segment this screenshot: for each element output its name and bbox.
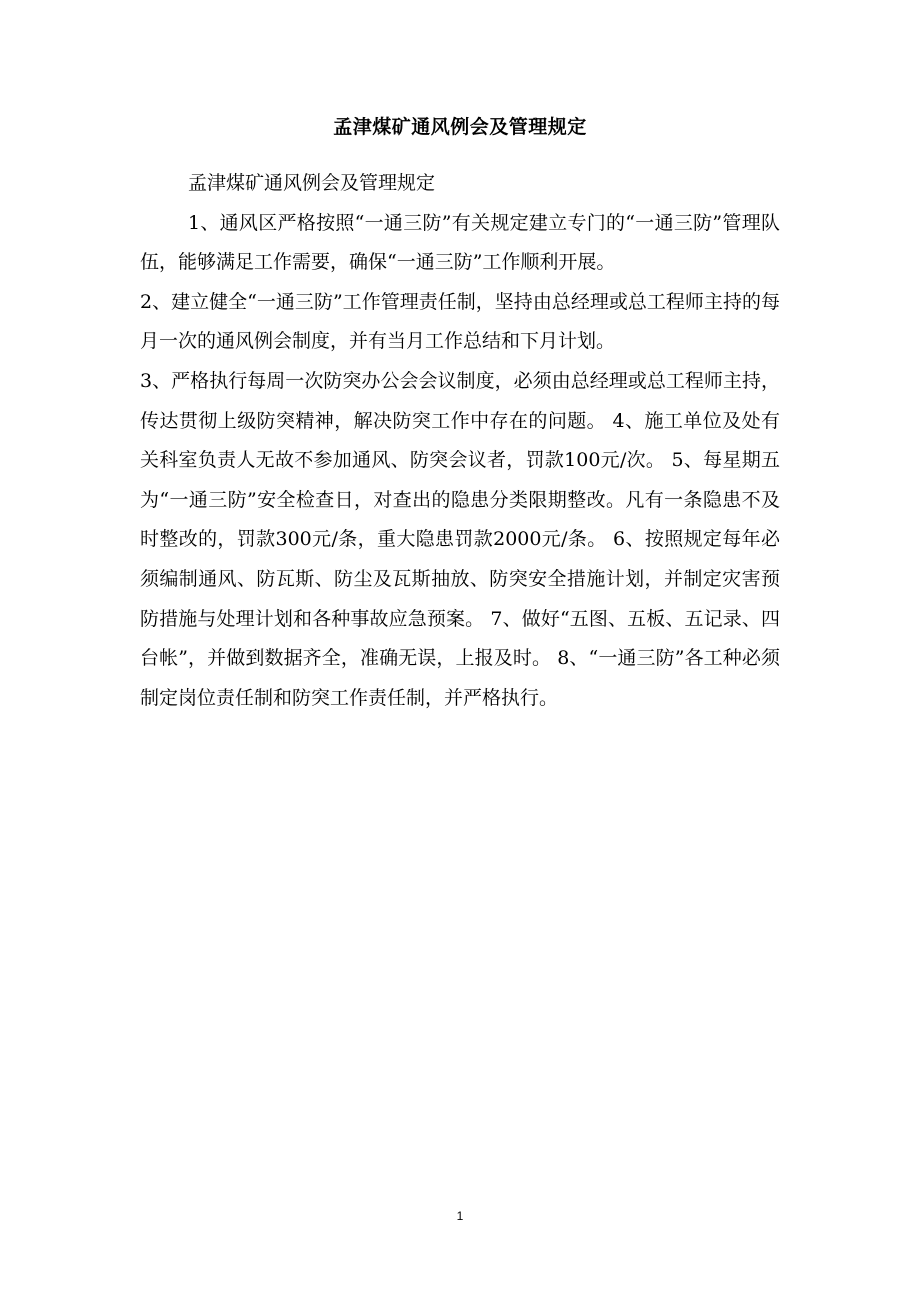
paragraph-1: 1、通风区严格按照“一通三防”有关规定建立专门的“一通三防”管理队伍，能够满足工作需要，确保“一通三防”工作顺利开展。: [140, 211, 780, 274]
paragraph-2: 2、建立健全“一通三防”工作管理责任制，坚持由总经理或总工程师主持的每月一次的通风例会制度，并有当月工作总结和下月计划。: [140, 290, 780, 353]
document-body: [140, 164, 780, 718]
document-subtitle: 孟津煤矿通风例会及管理规定: [188, 172, 436, 194]
paragraph-3: 3、严格执行每周一次防突办公会会议制度，必须由总经理或总工程师主持，传达贯彻上级防突精神，解决防突工作中存在的问题。 4、施工单位及处有关科室负责人无故不参加通风、防突会议者，罚款100元/次。 5、每星期五为“一通三防”安全检查日，对查出的隐患分类限期整改。凡有一条隐患不及时整改的，罚款300元/条，重大隐患罚款2000元/条。 6、按照规定每年必须编制通风、防瓦斯、防尘及瓦斯抽放、防突安全措施计划，并制定灾害预防措施与处理计划和各种事故应急预案。 7、做好“五图、五板、五记录、四台帐”，并做到数据齐全，准确无误，上报及时。 8、“一通三防”各工种必须制定岗位责任制和防突工作责任制，并严格执行。: [140, 369, 780, 709]
document-title: 孟津煤矿通风例会及管理规定: [333, 116, 587, 138]
page-number: 1: [456, 1209, 464, 1223]
